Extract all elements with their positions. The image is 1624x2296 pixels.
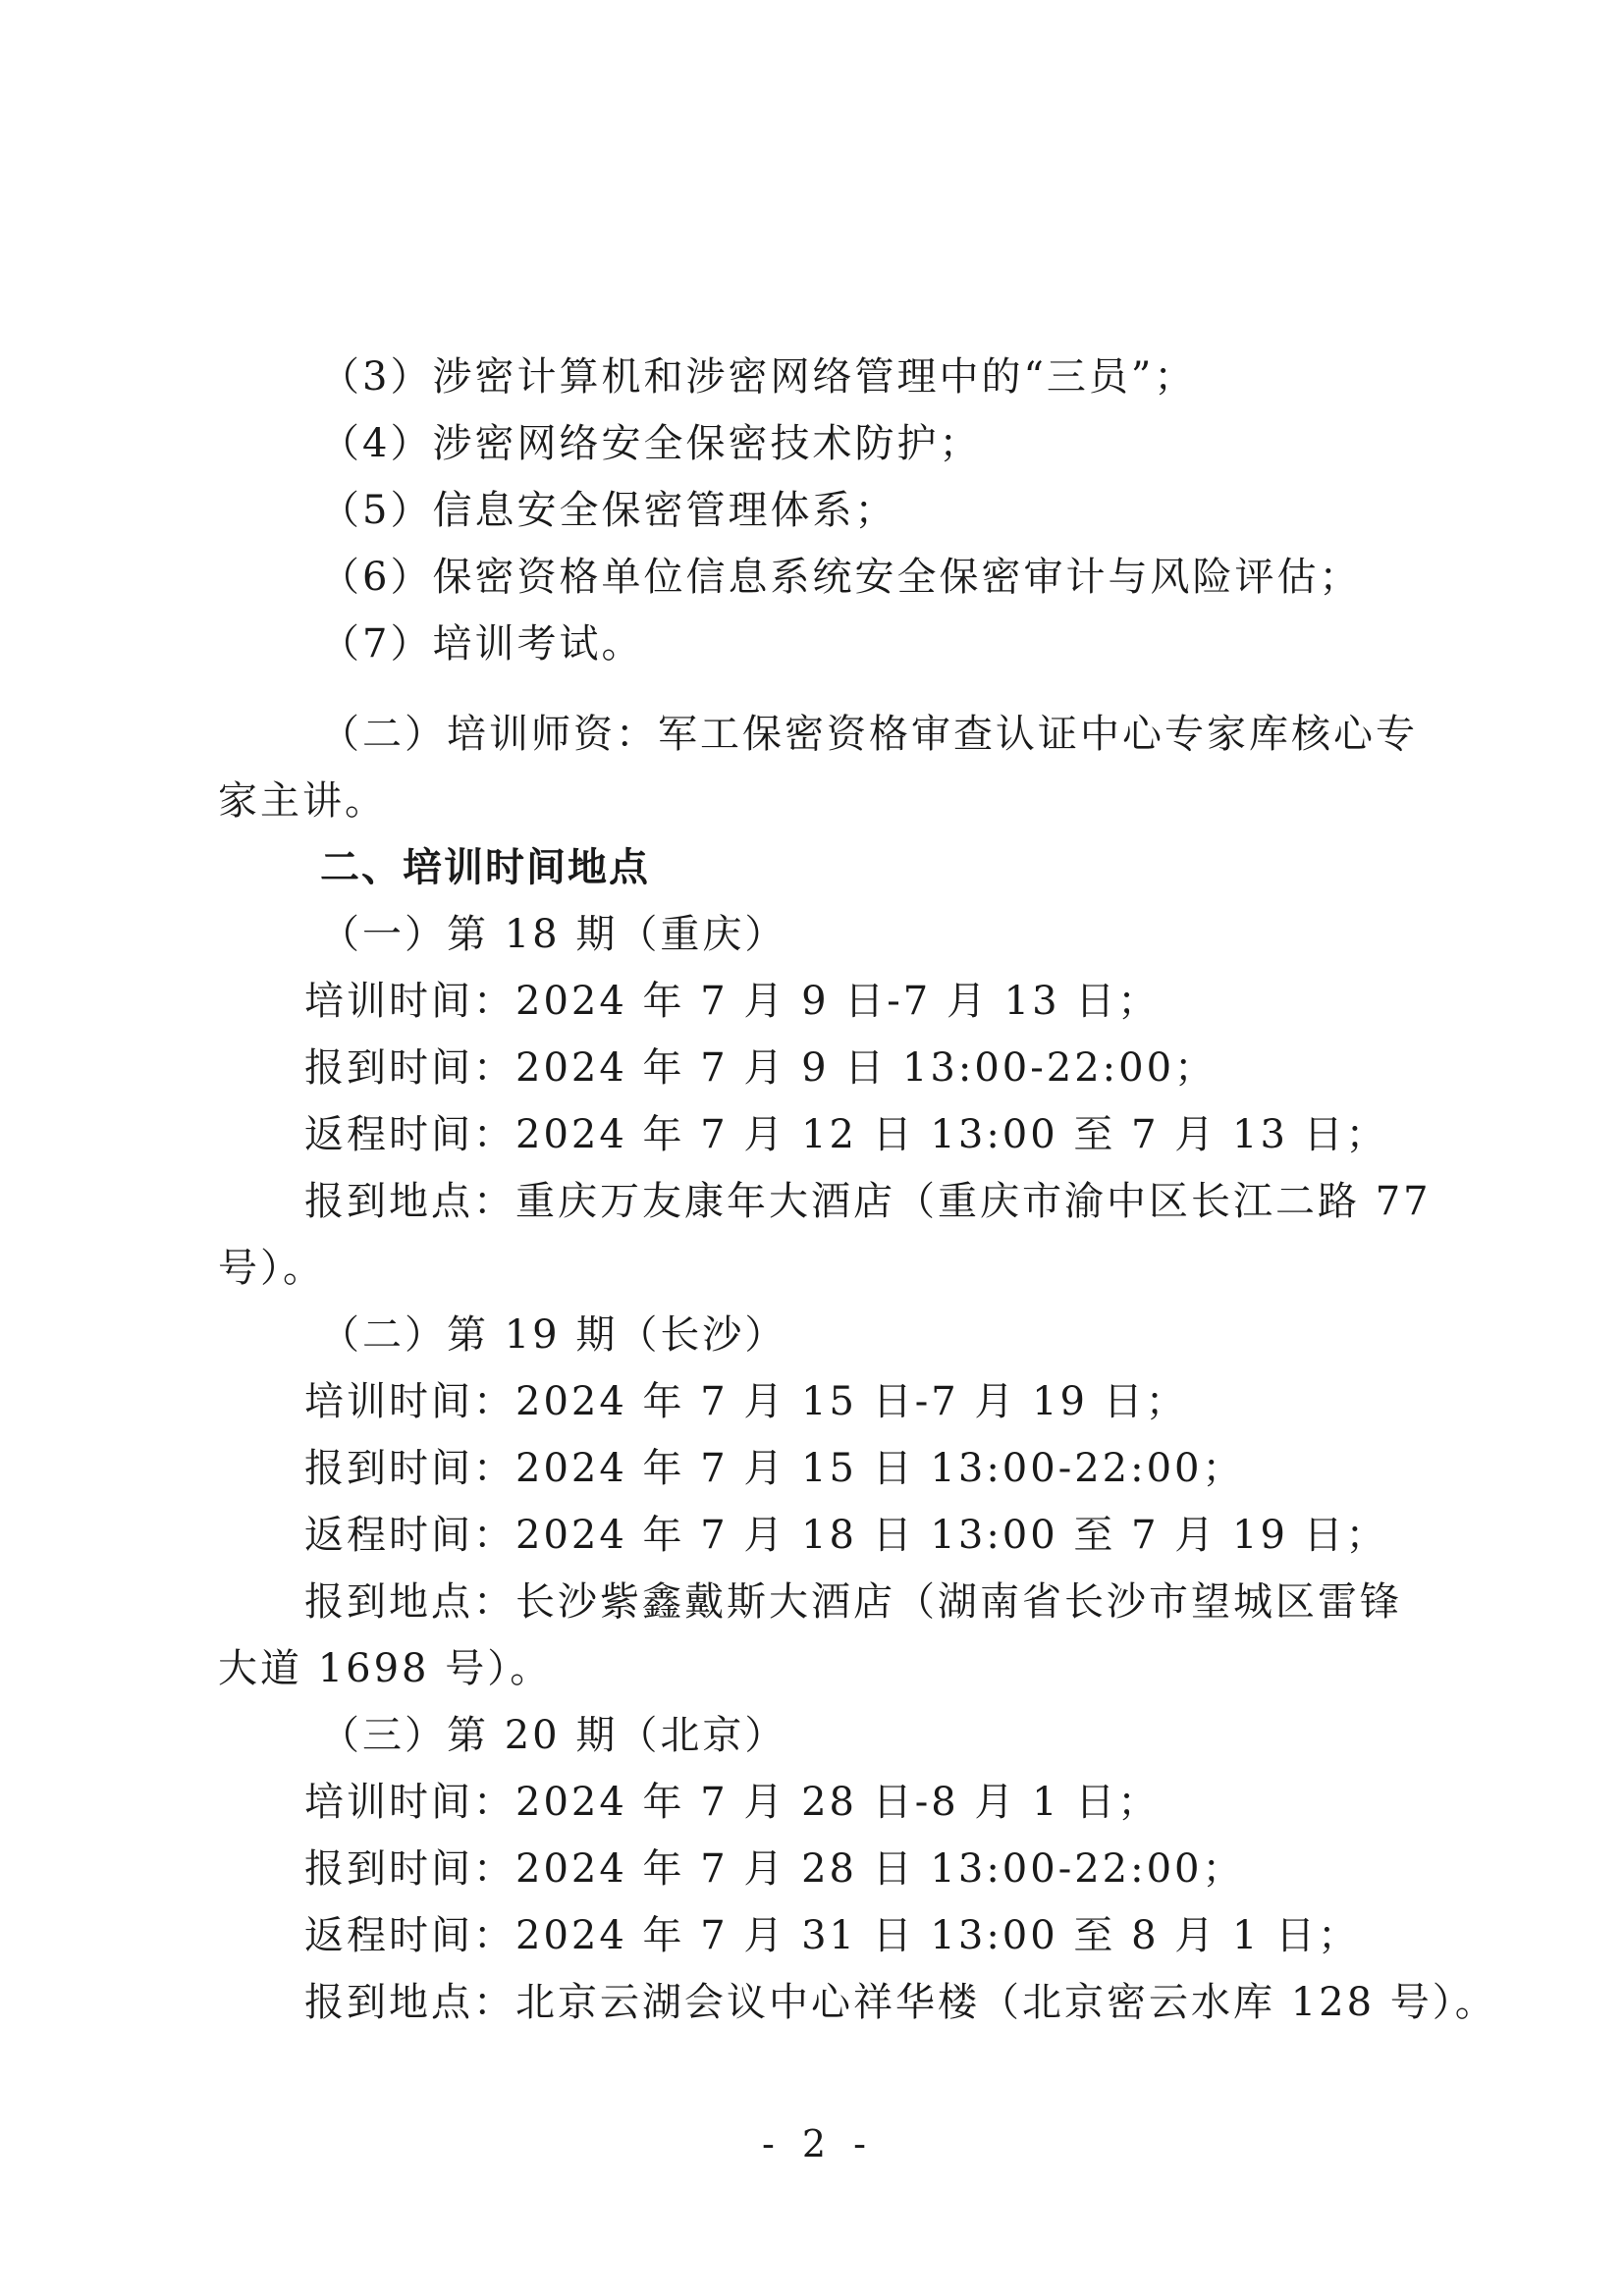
return-time: 返程时间：2024 年 7 月 18 日 13:00 至 7 月 19 日； [304,1513,1388,1558]
session-heading: （一）第 18 期（重庆） [320,912,787,957]
return-time: 返程时间：2024 年 7 月 31 日 13:00 至 8 月 1 日； [304,1913,1361,1958]
session-heading: （三）第 20 期（北京） [320,1713,787,1758]
curriculum-item-3: （3）涉密计算机和涉密网络管理中的“三员”； [320,354,1197,400]
page-number: - 2 - [762,2122,875,2165]
report-time: 报到时间：2024 年 7 月 15 日 13:00-22:00； [304,1446,1245,1491]
train-time: 培训时间：2024 年 7 月 9 日-7 月 13 日； [304,979,1161,1024]
report-location: 报到地点：长沙紫鑫戴斯大酒店（湖南省长沙市望城区雷锋 [304,1579,1402,1625]
section-heading: 二、培训时间地点 [320,845,650,890]
return-time: 返程时间：2024 年 7 月 12 日 13:00 至 7 月 13 日； [304,1112,1388,1157]
report-location-cont: 大道 1698 号）。 [218,1646,553,1691]
faculty-line-1: （二）培训师资：军工保密资格审查认证中心专家库核心专 [320,712,1418,757]
report-location: 报到地点：北京云湖会议中心祥华楼（北京密云水库 128 号）。 [304,1980,1497,2025]
report-location-cont: 号）。 [218,1246,325,1291]
faculty-line-2: 家主讲。 [218,778,387,824]
curriculum-item-7: （7）培训考试。 [320,621,644,667]
train-time: 培训时间：2024 年 7 月 15 日-7 月 19 日； [304,1379,1188,1424]
train-time: 培训时间：2024 年 7 月 28 日-8 月 1 日； [304,1780,1161,1825]
curriculum-item-4: （4）涉密网络安全保密技术防护； [320,421,982,466]
curriculum-item-6: （6）保密资格单位信息系统安全保密审计与风险评估； [320,555,1362,600]
curriculum-item-5: （5）信息安全保密管理体系； [320,488,897,533]
report-location: 报到地点：重庆万友康年大酒店（重庆市渝中区长江二路 77 [304,1179,1432,1224]
report-time: 报到时间：2024 年 7 月 28 日 13:00-22:00； [304,1846,1245,1892]
report-time: 报到时间：2024 年 7 月 9 日 13:00-22:00； [304,1045,1218,1091]
session-heading: （二）第 19 期（长沙） [320,1312,787,1358]
